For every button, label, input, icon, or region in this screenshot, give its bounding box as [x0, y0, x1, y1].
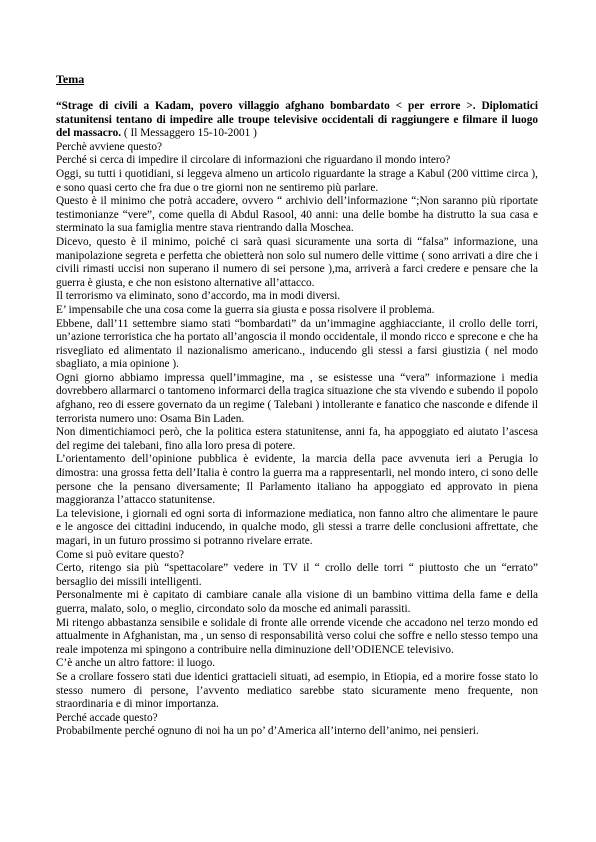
- paragraph-4: Questo è il minimo che potrà accadere, ovvero “ archivio dell’informazione “;Non saranno più riportate testimonianze “vere”, come quella di Abdul Rasool, 40 anni: una delle bombe ha distrutto la sua casa e sterminato la sua famiglia mentre stava rientrando dalla Moschea.: [56, 195, 538, 235]
- paragraph-10: Non dimentichiamoci però, che la politica estera statunitense, anni fa, ha appoggiato ed aiutato l’ascesa del regime dei talebani, fino alla loro presa di potere.: [56, 426, 538, 452]
- paragraph-16: Mi ritengo abbastanza sensibile e solidale di fronte alle orrende vicende che accadono nel terzo mondo ed attualmente in Afghanistan, ma , un senso di responsabilità verso colui che soffre e nello stesso tempo una reale impotenza mi spingono a contribuire nella diminuzione dell’ODIENCE televisivo.: [56, 616, 538, 656]
- paragraph-3: Oggi, su tutti i quotidiani, si leggeva almeno un articolo riguardante la strage a Kabul (200 vittime circa ), e sono quasi certo che fra due o tre giorni non ne sentiremo più parlare.: [56, 167, 538, 194]
- paragraph-13: Come si può evitare questo?: [56, 548, 185, 561]
- paragraph-19: Perché accade questo?: [56, 711, 158, 724]
- paragraph-15: Personalmente mi è capitato di cambiare canale alla visione di un bambino vittima della fame e della guerra, malato, solo, o meglio, circondato solo da mosche ed animali parassiti.: [56, 589, 538, 615]
- lead-paragraph: [56, 100, 538, 141]
- paragraph-2: Perché si cerca di impedire il circolare di informazioni che riguardano il mondo intero?: [56, 154, 451, 167]
- paragraph-7: E’ impensabile che una cosa come la guerra sia giusta e possa risolvere il problema.: [56, 303, 435, 316]
- paragraph-11: L’orientamento dell’opinione pubblica è evidente, la marcia della pace avvenuta ieri a Perugia lo dimostra: una grossa fetta dell’Italia è contro la guerra ma a rappresentarli, nel mondo intero, ci sono delle persone che la pensano diversamente; Il Parlamento italiano ha appoggiato ed approvato in piena maggioranza l’attacco statunitense.: [56, 453, 538, 507]
- lead-source: ( Il Messaggero 15-10-2001 ): [123, 127, 257, 140]
- paragraph-5: Dicevo, questo è il minimo, poiché ci sarà quasi sicuramente una sorta di “falsa” informazione, una manipolazione segreta e perfetta che obietterà non solo sul numero delle vittime ( sono arrivati a dire che i civili rimasti uccisi non superano il numero di sei persone ),ma, arriverà a farci credere e pensare che la guerra è giusta, e che non esistono alternative all’attacco.: [56, 235, 538, 289]
- paragraph-9: Ogni giorno abbiamo impressa quell’immagine, ma , se esistesse una “vera” informazione i media dovrebbero allarmarci o tantomeno informarci della tragica situazione che sta vivendo e subendo il popolo afghano, reo di essere governato da un regime ( Talebani ) intollerante e fanatico che nasconde e difende il terrorista numero uno: Osama Bin Laden.: [56, 371, 538, 425]
- paragraph-1: Perchè avviene questo?: [56, 140, 163, 153]
- paragraph-12: La televisione, i giornali ed ogni sorta di informazione mediatica, non fanno altro che alimentare le paure e le angosce dei cittadini inducendo, in qualche modo, gli stessi a trarre delle conclusioni affrettate, che magari, in un futuro prossimo si potranno rivelare errate.: [56, 507, 538, 547]
- paragraph-8: Ebbene, dall’11 settembre siamo stati “bombardati” da un’immagine agghiacciante, il crollo delle torri, un’azione terroristica che ha portato all’angoscia il mondo occidentale, il mondo ricco e sprecone e che ha risvegliato ed alimentato il nazionalismo americano., inducendo gli stessi a farsi giustizia ( nel modo sbagliato, a mia opinione ).: [56, 317, 538, 371]
- paragraph-17: C’è anche un altro fattore: il luogo.: [56, 657, 216, 670]
- paragraph-18: Se a crollare fossero stati due identici grattacieli situati, ad esempio, in Etiopia, ed a morire fosse stato lo stesso numero di persone, l’avvento mediatico sarebbe stato sicuramente meno frequente, non straordinaria e di minor importanza.: [56, 670, 538, 711]
- document-page: [56, 72, 538, 739]
- paragraph-14: Certo, ritengo sia più “spettacolare” vedere in TV il “ crollo delle torri “ piuttosto che un “errato” bersaglio dei missili intelligenti.: [56, 562, 538, 588]
- lead-headline: “Strage di civili a Kadam, povero villaggio afghano bombardato < per errore >. Diplomatici statunitensi tentano di impedire alle troupe televisive occidentali di raggiungere e filmare il luogo del massacro.: [56, 100, 538, 140]
- paragraph-6: Il terrorismo va eliminato, sono d’accordo, ma in modi diversi.: [56, 290, 341, 303]
- document-body: [56, 100, 538, 739]
- page-title: Tema: [56, 72, 85, 86]
- paragraph-20: Probabilmente perché ognuno di noi ha un po’ d’America all’interno dell’animo, nei pensieri.: [56, 725, 479, 738]
